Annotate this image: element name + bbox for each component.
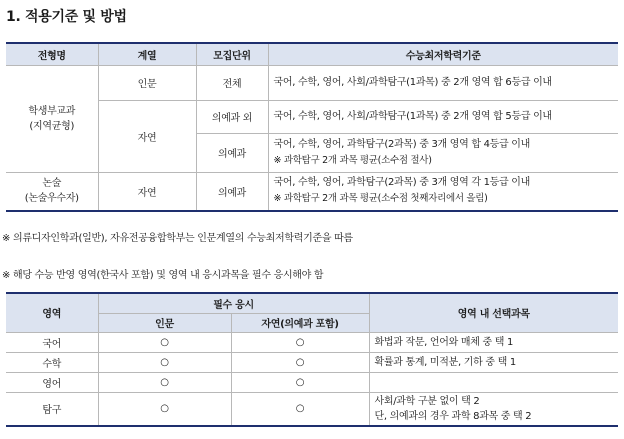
- selection-cell: [369, 392, 618, 426]
- science-required: ○: [231, 392, 369, 426]
- criteria-note: ※ 과학탐구 2개 과목 평균(소수점 첫째자리에서 올림): [273, 193, 488, 205]
- humanities-required: ○: [98, 332, 231, 352]
- criteria: 국어, 수학, 영어, 과학탐구(2과목) 중 3개 영역 각 1등급 이내: [273, 177, 530, 189]
- criteria: 국어, 수학, 영어, 사회/과학탐구(1과목) 중 2개 영역 합 6등급 이내: [268, 65, 618, 100]
- header-criteria: 수능최저학력기준: [268, 43, 618, 65]
- track: 자연: [98, 100, 196, 172]
- unit: 의예과 외: [196, 100, 268, 133]
- section-title: 1. 적용기준 및 방법: [6, 9, 127, 25]
- science-required: ○: [231, 332, 369, 352]
- area: 국어: [6, 332, 98, 352]
- header-selection: 영역 내 선택과목: [369, 293, 618, 332]
- criteria-cell: [268, 133, 618, 172]
- admission-type: 학생부교과 (지역균형): [6, 65, 98, 172]
- selection: 화법과 작문, 언어와 매체 중 택 1: [369, 332, 618, 352]
- header-unit: 모집단위: [196, 43, 268, 65]
- header-humanities: 인문: [98, 313, 231, 332]
- selection-note: 단, 의예과의 경우 과학 8과목 중 택 2: [374, 410, 532, 422]
- header-science: 자연(의예과 포함): [231, 313, 369, 332]
- track: 자연: [98, 172, 196, 211]
- criteria-note: ※ 과학탐구 2개 과목 평균(소수점 절사): [273, 154, 432, 166]
- selection: 확률과 통계, 미적분, 기하 중 택 1: [369, 352, 618, 372]
- header-required: 필수 응시: [98, 293, 369, 313]
- criteria: 국어, 수학, 영어, 과학탐구(2과목) 중 3개 영역 합 4등급 이내: [273, 138, 530, 150]
- criteria-cell: [268, 172, 618, 211]
- humanities-required: ○: [98, 372, 231, 392]
- unit: 전체: [196, 65, 268, 100]
- criteria: 국어, 수학, 영어, 사회/과학탐구(1과목) 중 2개 영역 합 5등급 이내: [268, 100, 618, 133]
- criteria-table: [6, 42, 618, 212]
- unit: 의예과: [196, 172, 268, 211]
- footnote-1: ※ 의류디자인학과(일반), 자유전공융합학부는 인문계열의 수능최저학력기준을 따름: [2, 233, 353, 244]
- area: 탐구: [6, 392, 98, 426]
- selection: 사회/과학 구분 없이 택 2: [374, 395, 480, 407]
- table-row: [6, 65, 618, 100]
- table-row: [6, 392, 618, 426]
- footnote-2: ※ 해당 수능 반영 영역(한국사 포함) 및 영역 내 응시과목을 필수 응시해야 함: [2, 270, 324, 281]
- criteria-table-header: [6, 43, 618, 65]
- table-row: [6, 372, 618, 392]
- humanities-required: ○: [98, 352, 231, 372]
- area: 영어: [6, 372, 98, 392]
- science-required: ○: [231, 352, 369, 372]
- table-row: [6, 352, 618, 372]
- table-row: [6, 172, 618, 211]
- header-type: 전형명: [6, 43, 98, 65]
- humanities-required: ○: [98, 392, 231, 426]
- header-area: 영역: [6, 293, 98, 332]
- admission-type: 논술 (논술우수자): [6, 172, 98, 211]
- table-row: [6, 100, 618, 133]
- table-row: [6, 332, 618, 352]
- subject-table: [6, 292, 618, 427]
- header-track: 계열: [98, 43, 196, 65]
- area: 수학: [6, 352, 98, 372]
- subject-table-header: [6, 293, 618, 313]
- unit: 의예과: [196, 133, 268, 172]
- track: 인문: [98, 65, 196, 100]
- selection: [369, 372, 618, 392]
- science-required: ○: [231, 372, 369, 392]
